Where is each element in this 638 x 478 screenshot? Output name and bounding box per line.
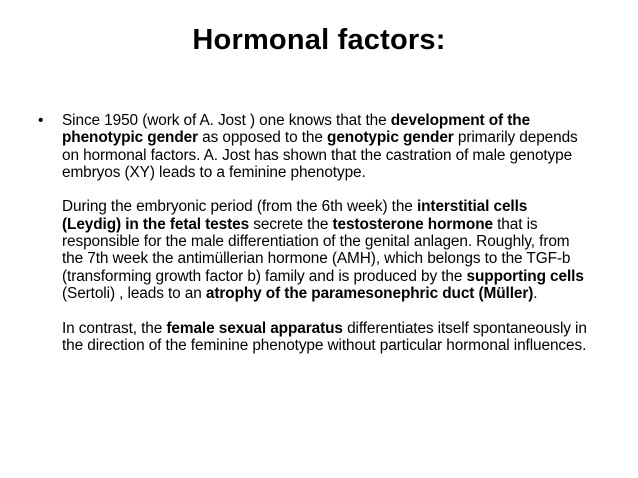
text-run-bold: supporting cells xyxy=(466,267,584,285)
text-run-bold: interstitial cells (Leydig) in the fetal testes xyxy=(62,198,528,233)
text-run-bold: testosterone hormone xyxy=(332,215,493,233)
slide-body xyxy=(62,112,590,354)
text-run: secrete the xyxy=(249,215,333,233)
text-run: During the embryonic period (from the 6th week) the xyxy=(62,198,417,216)
text-run-bold: development of the phenotypic gender xyxy=(62,112,531,147)
bullet-marker: • xyxy=(38,112,44,129)
paragraph-3 xyxy=(62,320,590,355)
text-run-bold: atrophy of the paramesonephric duct (Müller) xyxy=(205,284,534,302)
paragraph-2 xyxy=(62,198,590,302)
text-run-bold: female sexual apparatus xyxy=(166,319,343,337)
slide-title: Hormonal factors: xyxy=(192,24,446,56)
text-run: Since 1950 (work of A. Jost ) one knows that the xyxy=(62,112,391,129)
text-run: differentiates itself spontaneously in the direction of the feminine phenotype without particular hormonal influences. xyxy=(62,319,587,354)
text-run: as opposed to the xyxy=(197,129,328,147)
text-run: that is responsible for the male differentiation of the genital anlagen. Roughly, from the 7th week the antimüllerian hormone (AMH), which belongs to the TGF-b (transforming growth factor b) family and is produced by the xyxy=(62,215,571,285)
text-run: primarily depends on hormonal factors. A. Jost has shown that the castration of male genotype embryos (XY) leads to a feminine phenotype. xyxy=(62,129,578,181)
text-run: . xyxy=(533,284,538,302)
text-run: (Sertoli) , leads to an xyxy=(62,284,206,302)
paragraph-1 xyxy=(62,112,590,181)
text-run-bold: genotypic gender xyxy=(327,129,454,147)
text-run: In contrast, the xyxy=(62,319,167,337)
